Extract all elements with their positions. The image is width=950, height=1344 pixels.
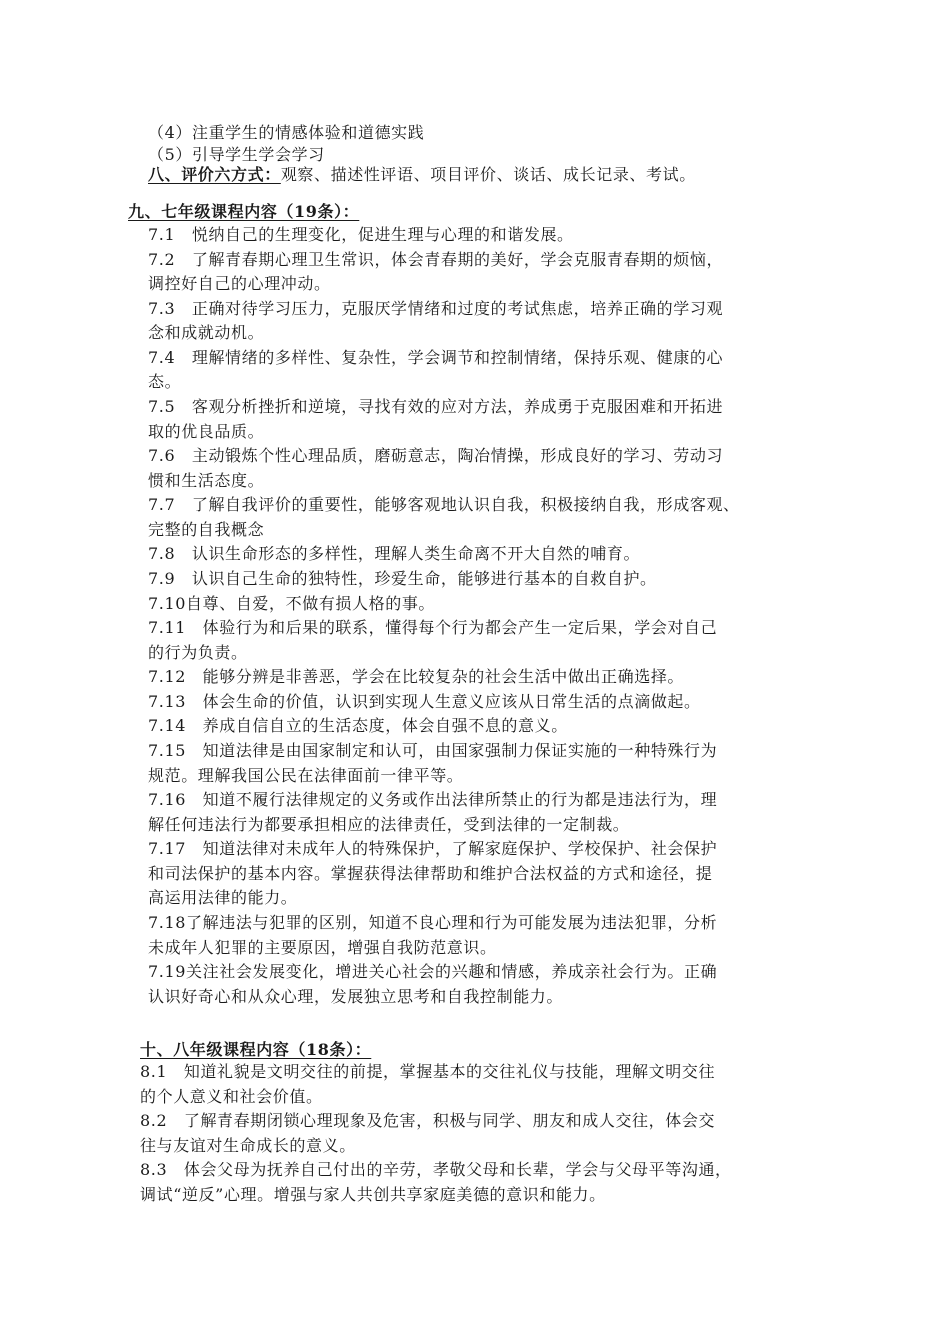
list-item: 态。 [148,372,182,391]
list-item: 高运用法律的能力。 [148,888,298,907]
list-item: 7.9 认识自己生命的独特性，珍爱生命，能够进行基本的自救自护。 [148,569,657,588]
list-item: 7.15 知道法律是由国家制定和认可，由国家强制力保证实施的一种特殊行为 [148,741,718,760]
section-8-heading: 八、评价六方式： [148,165,281,184]
list-item: 7.14 养成自信自立的生活态度，体会自强不息的意义。 [148,716,568,735]
list-item: 惯和生活态度。 [148,471,265,490]
section-10-heading: 十、八年级课程内容（18条）： [140,1040,372,1059]
section-9-heading: 九、七年级课程内容（19条）： [128,202,360,221]
list-item: 7.17 知道法律对未成年人的特殊保护，了解家庭保护、学校保护、社会保护 [148,839,718,858]
list-item: 7.19关注社会发展变化，增进关心社会的兴趣和情感，养成亲社会行为。正确 [148,962,718,981]
section-8-line [148,163,696,187]
list-item: 的行为负责。 [148,643,248,662]
list-item: 8.3 体会父母为抚养自己付出的辛劳，孝敬父母和长辈，学会与父母平等沟通， [140,1160,732,1179]
list-item: 解任何违法行为都要承担相应的法律责任，受到法律的一定制裁。 [148,815,630,834]
list-item: 和司法保护的基本内容。掌握获得法律帮助和维护合法权益的方式和途径，提 [148,864,713,883]
list-item: 7.1 悦纳自己的生理变化，促进生理与心理的和谐发展。 [148,225,574,244]
list-item: 7.16 知道不履行法律规定的义务或作出法律所禁止的行为都是违法行为，理 [148,790,718,809]
list-item: 7.10自尊、自爱，不做有损人格的事。 [148,594,436,613]
list-item: 调试“逆反”心理。增强与家人共创共享家庭美德的意识和能力。 [140,1185,606,1204]
list-item: 8.1 知道礼貌是文明交往的前提，掌握基本的交往礼仪与技能，理解文明交往 [140,1062,716,1081]
list-item: 的个人意义和社会价值。 [140,1087,323,1106]
list-item: 调控好自己的心理冲动。 [148,274,331,293]
list-item: 7.3 正确对待学习压力，克服厌学情绪和过度的考试焦虑，培养正确的学习观 [148,299,724,318]
list-item: 取的优良品质。 [148,422,265,441]
list-item: 念和成就动机。 [148,323,265,342]
list-item-5: （5）引导学生学会学习 [148,145,325,164]
list-item: 认识好奇心和从众心理，发展独立思考和自我控制能力。 [148,987,564,1006]
list-item: 往与友谊对生命成长的意义。 [140,1136,356,1155]
list-item: 7.8 认识生命形态的多样性，理解人类生命离不开大自然的哺育。 [148,544,641,563]
list-item: 规范。理解我国公民在法律面前一律平等。 [148,766,464,785]
list-item: 未成年人犯罪的主要原因，增强自我防范意识。 [148,938,497,957]
list-item: 7.7 了解自我评价的重要性，能够客观地认识自我，积极接纳自我，形成客观、 [148,495,740,514]
list-item: 7.11 体验行为和后果的联系，懂得每个行为都会产生一定后果，学会对自己 [148,618,718,637]
list-item: 7.5 客观分析挫折和逆境，寻找有效的应对方法，养成勇于克服困难和开拓进 [148,397,724,416]
list-item: 7.18了解违法与犯罪的区别，知道不良心理和行为可能发展为违法犯罪，分析 [148,913,718,932]
section-8-text: 观察、描述性评语、项目评价、谈话、成长记录、考试。 [280,165,696,184]
list-item: 7.12 能够分辨是非善恶，学会在比较复杂的社会生活中做出正确选择。 [148,667,685,686]
list-item: 完整的自我概念 [148,520,265,539]
list-item: 8.2 了解青春期闭锁心理现象及危害，积极与同学、朋友和成人交往，体会交 [140,1111,716,1130]
list-item: 7.2 了解青春期心理卫生常识，体会青春期的美好，学会克服青春期的烦恼， [148,250,724,269]
list-item: 7.6 主动锻炼个性心理品质，磨砺意志，陶冶情操，形成良好的学习、劳动习 [148,446,724,465]
list-item: 7.13 体会生命的价值，认识到实现人生意义应该从日常生活的点滴做起。 [148,692,701,711]
list-item-4: （4）注重学生的情感体验和道德实践 [148,123,425,142]
list-item: 7.4 理解情绪的多样性、复杂性，学会调节和控制情绪，保持乐观、健康的心 [148,348,724,367]
